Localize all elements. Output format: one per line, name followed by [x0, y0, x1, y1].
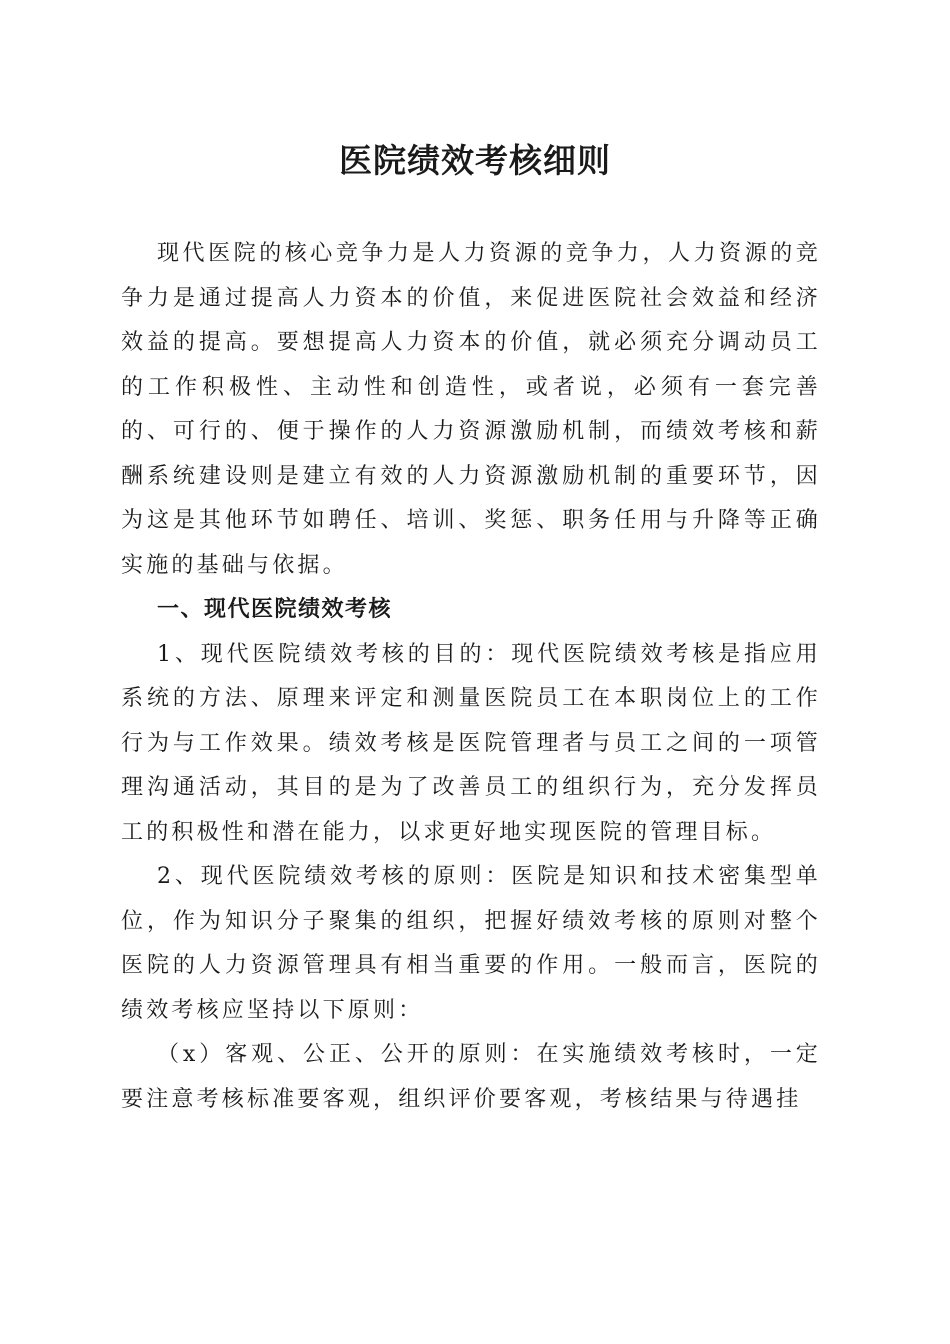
section-heading: 一、现代医院绩效考核 [157, 597, 393, 622]
section-paragraph-objective-principle: （x）客观、公正、公开的原则：在实施绩效考核时，一定要注意考核标准要客观，组织评价要客观，考核结果与待遇挂 [121, 1042, 821, 1112]
section-paragraph-purpose: 1、现代医院绩效考核的目的：现代医院绩效考核是指应用系统的方法、原理来评定和测量医院员工在本职岗位上的工作行为与工作效果。绩效考核是医院管理者与员工之间的一项管理沟通活动，其目的是为了改善员工的组织行为，充分发挥员工的积极性和潜在能力，以求更好地实现医院的管理目标。 [121, 641, 821, 845]
section-paragraph-principles: 2、现代医院绩效考核的原则：医院是知识和技术密集型单位，作为知识分子聚集的组织，把握好绩效考核的原则对整个医院的人力资源管理具有相当重要的作用。一般而言，医院的绩效考核应坚持以下原则： [121, 864, 821, 1023]
document-title: 医院绩效考核细则 [339, 141, 611, 180]
document-body [121, 232, 821, 1122]
intro-paragraph: 现代医院的核心竞争力是人力资源的竞争力，人力资源的竞争力是通过提高人力资本的价值，来促进医院社会效益和经济效益的提高。要想提高人力资本的价值，就必须充分调动员工的工作积极性、主动性和创造性，或者说，必须有一套完善的、可行的、便于操作的人力资源激励机制，而绩效考核和薪酬系统建设则是建立有效的人力资源激励机制的重要环节，因为这是其他环节如聘任、培训、奖惩、职务任用与升降等正确实施的基础与依据。 [121, 241, 821, 578]
